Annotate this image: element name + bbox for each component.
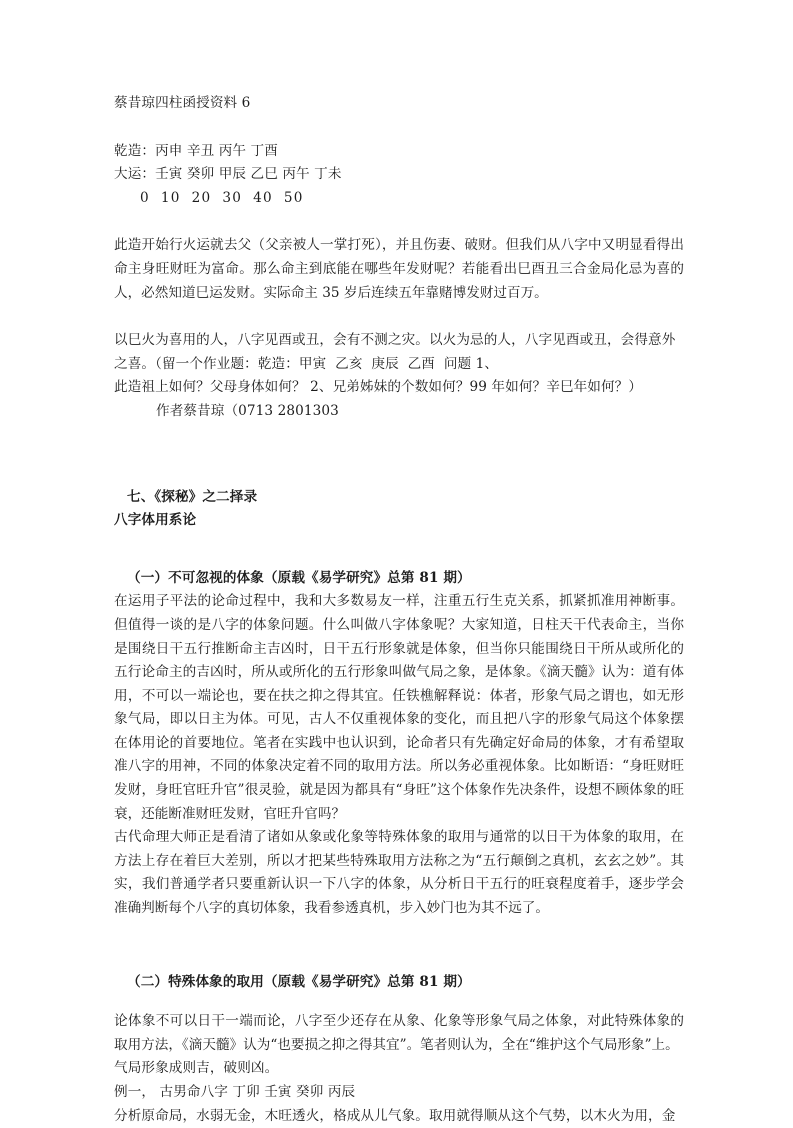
document-content: [114, 92, 684, 1128]
section-heading-sub: 八字体用系论: [114, 512, 197, 529]
paragraph-two-line-2: 之喜。（留一个作业题：乾造：甲寅 乙亥 庚辰 乙酉 问题 1、: [114, 355, 499, 372]
spacer: [114, 994, 684, 1010]
document-title: 蔡昔琼四柱函授资料 6: [114, 95, 251, 111]
section-heading-main: 七、《探秘》之二择录: [127, 488, 258, 505]
spacer: [114, 424, 684, 486]
example-label-line: 例一， 古男命八字 丁卯 壬寅 癸卯 丙辰: [114, 1084, 356, 1100]
paragraph-two-line-3: 此造祖上如何？父母身体如何？ 2、兄弟姊妹的个数如何？99 年如何？辛巳年如何？）: [114, 379, 643, 396]
qian-zao-line: 乾造：丙申 辛丑 丙午 丁酉: [114, 142, 278, 159]
subsection-two-title: （二）特殊体象的取用（原载《易学研究》总第 81 期）: [127, 973, 471, 990]
da-yun-ages-line: 0 10 20 30 40 50: [140, 189, 304, 206]
author-line: 作者蔡昔琼（0713 2801303: [156, 402, 339, 419]
example-body-line: 分析原命局，水弱无金，木旺透火，格成从儿气象。取用就得顺从这个气势，以木火为用，金: [114, 1107, 676, 1124]
subsection-one-title: （一）不可忽视的体象（原载《易学研究》总第 81 期）: [127, 569, 471, 586]
paragraph-one: 此造开始行火运就去父（父亲被人一掌打死），并且伤妻、破财。但我们从八字中又明显看得出命主身旺财旺为富命。那么命主到底能在哪些年发财呢？若能看出巳酉丑三合金局化忌为喜的人，必然知道巳运发财。实际命主 35 岁后连续五年靠赌博发财过百万。: [114, 237, 684, 301]
spacer: [114, 921, 684, 971]
subsection-two-short-line: 气局形象成则吉，破则凶。: [114, 1060, 279, 1077]
subsection-one-body-two: 古代命理大师正是看清了诸如从象或化象等特殊体象的取用与通常的以日干为体象的取用，在方法上存在着巨大差别，所以才把某些特殊取用方法称之为“五行颠倒之真机，玄玄之妙”。其实，我们普通学者只要重新认识一下八字的体象，从分析日干五行的旺衰程度着手，逐步学会准确判断每个八字的真切体象，我看参透真机，步入妙门也为其不远了。: [114, 829, 684, 917]
spacer: [114, 210, 684, 234]
subsection-one-body: 在运用子平法的论命过程中，我和大多数易友一样，注重五行生克关系，抓紧抓准用神断事。但值得一谈的是八字的体象问题。什么叫做八字体象呢？大家知道，日柱天干代表命主，当你是围绕日干五行推断命主吉凶时，日干五行形象就是体象，但当你只能围绕日干所从或所化的五行论命主的吉凶时，所从或所化的五行形象叫做气局之象，是体象。《滴天髓》认为：道有体用，不可以一端论也，要在扶之抑之得其宜。任铁樵解释说：体者，形象气局之谓也，如无形象气局，即以日主为体。可见，古人不仅重视体象的变化，而且把八字的形象气局这个体象摆在体用论的首要地位。笔者在实践中也认识到，论命者只有先确定好命局的体象，才有希望取准八字的用神，不同的体象决定着不同的取用方法。所以务必重视体象。比如断语：“身旺财旺发财，身旺官旺升官”很灵验，就是因为都具有“身旺”这个体象作先决条件，设想不顾体象的旺衰，还能断准财旺发财，官旺升官吗？: [114, 593, 684, 822]
da-yun-line: 大运：壬寅 癸卯 甲辰 乙巳 丙午 丁未: [114, 166, 342, 183]
spacer: [114, 533, 684, 567]
spacer: [114, 116, 684, 140]
subsection-two-body: 论体象不可以日干一端而论，八字至少还存在从象、化象等形象气局之体象，对此特殊体象的取用方法，《滴天髓》认为“也要损之抑之得其宜”。笔者则认为，全在“维护这个气局形象”上。: [114, 1013, 684, 1053]
paragraph-two-line-1: 以巳火为喜用的人，八字见酉或丑，会有不测之灾。以火为忌的人，八字见酉或丑，会得意外: [114, 332, 676, 349]
spacer: [114, 305, 684, 329]
